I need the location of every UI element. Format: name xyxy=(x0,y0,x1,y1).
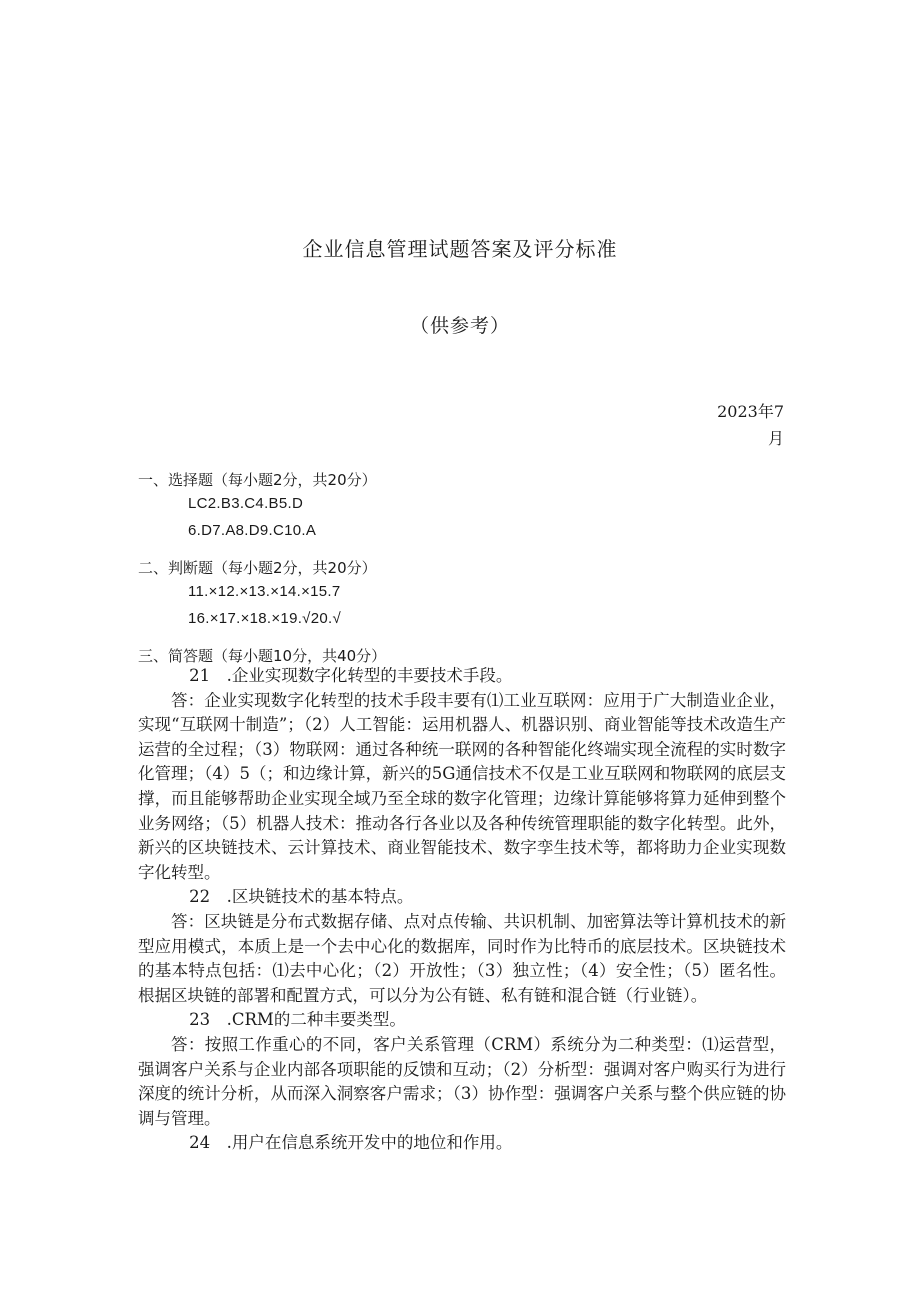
section-1-answers-row-2: 6.D7.A8.D9.C10.A xyxy=(188,522,317,539)
date-line-2: 月 xyxy=(767,429,784,448)
question-22: 22 .区块链技术的基本特点。 xyxy=(189,887,414,907)
section-1-heading: 一、选择题（每小题2分，共20分） xyxy=(138,471,377,489)
document-subtitle: （供参考） xyxy=(409,315,510,337)
section-3-heading: 三、简答题（每小题10分，共40分） xyxy=(138,647,387,665)
section-2-heading: 二、判断题（每小题2分，共20分） xyxy=(138,559,377,577)
section-2-answers-row-1: 11.×12.×13.×14.×15.7 xyxy=(188,583,341,600)
question-21: 21 .企业实现数字化转型的丰要技术手段。 xyxy=(189,666,513,685)
section-1-answers-row-1: LC2.B3.C4.B5.D xyxy=(188,495,304,512)
document-date xyxy=(700,398,784,452)
date-line-1: 2023年7 xyxy=(717,402,784,421)
question-24: 24 .用户在信息系统开发中的地位和作用。 xyxy=(189,1133,513,1153)
document-title: 企业信息管理试题答案及评分标准 xyxy=(302,237,618,261)
answer-21: 答：企业实现数字化转型的技术手段丰要有⑴工业互联网：应用于广大制造业企业，实现“互联网十制造”；（2）人工智能：运用机器人、机器识别、商业智能等技术改造生产运营的全过程；（3）物联网：通过各种统一联网的各种智能化终端实现全流程的实时数字化管理；（4）5（；和边缘计算，新兴的5G通信技术不仅是工业互联网和物联网的底层支撑，而且能够帮助企业实现全域乃至全球的数字化管理；边缘计算能够将算力延伸到整个业务网络；（5）机器人技术：推动各行各业以及各种传统管理职能的数字化转型。此外，新兴的区块链技术、云计算技术、商业智能技术、数字孪生技术等，都将助力企业实现数字化转型。 xyxy=(138,690,786,882)
short-answer-section xyxy=(138,664,786,1156)
question-23: 23 .CRM的二种丰要类型。 xyxy=(189,1010,406,1030)
answer-22: 答：区块链是分布式数据存储、点对点传输、共识机制、加密算法等计算机技术的新型应用模式，本质上是一个去中心化的数据库，同时作为比特币的底层技术。区块链技术的基本特点包括：⑴去中心化；（2）开放性；（3）独立性；（4）安全性；（5）匿名性。根据区块链的部署和配置方式，可以分为公有链、私有链和混合链（行业链）。 xyxy=(138,911,786,1005)
section-2-answers-row-2: 16.×17.×18.×19.√20.√ xyxy=(188,610,342,627)
answer-23: 答：按照工作重心的不同，客户关系管理（CRM）系统分为二种类型：⑴运营型，强调客户关系与企业内部各项职能的反馈和互动；（2）分析型：强调对客户购买行为进行深度的统计分析，从而深入洞察客户需求；（3）协作型：强调客户关系与整个供应链的协调与管理。 xyxy=(138,1034,786,1128)
